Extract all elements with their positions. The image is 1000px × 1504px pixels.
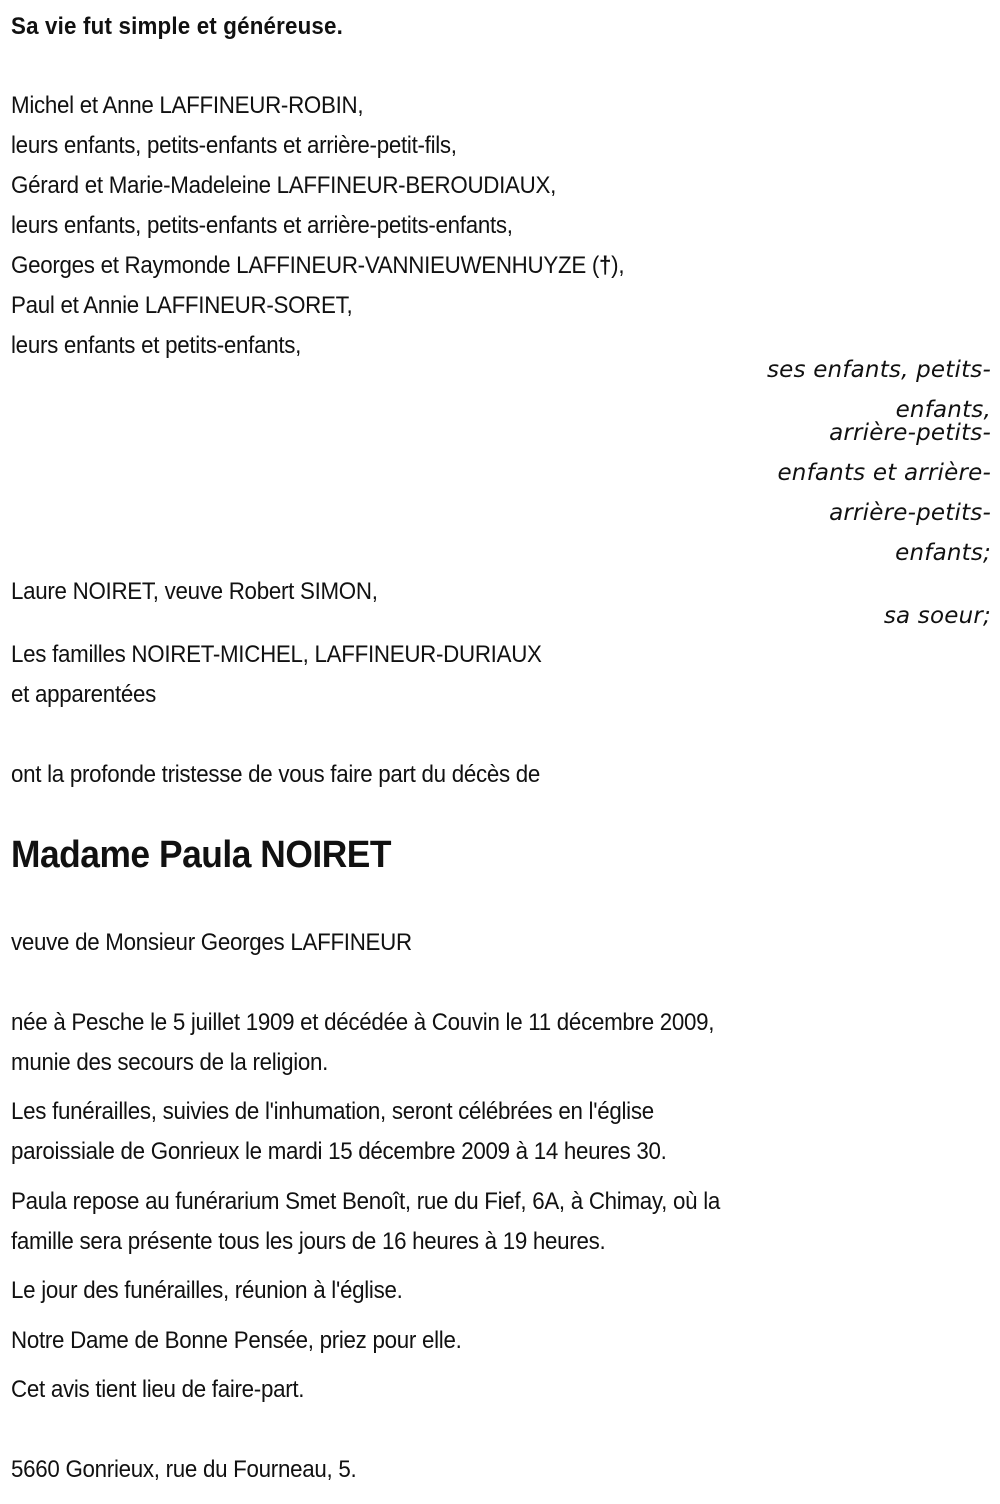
- family-line: Paul et Annie LAFFINEUR-SORET,: [11, 292, 353, 319]
- funeral-line: paroissiale de Gonrieux le mardi 15 décembre 2009 à 14 heures 30.: [11, 1138, 667, 1165]
- family-line-text: Georges et Raymonde LAFFINEUR-VANNIEUWENHUYZE (: [11, 252, 600, 279]
- announcement: ont la profonde tristesse de vous faire part du décès de: [11, 761, 541, 788]
- family-line: leurs enfants, petits-enfants et arrière-petit-fils,: [11, 132, 457, 159]
- role-line: enfants;: [895, 540, 991, 566]
- funeral-line: Les funérailles, suivies de l'inhumation, seront célébrées en l'église: [11, 1098, 654, 1125]
- role-line: ses enfants, petits-: [766, 357, 991, 383]
- visitation-line: famille sera présente tous les jours de 16 heures à 19 heures.: [11, 1228, 606, 1255]
- sister-role: sa soeur;: [883, 603, 991, 629]
- meeting-line: Le jour des funérailles, réunion à l'église.: [11, 1277, 403, 1304]
- address: 5660 Gonrieux, rue du Fourneau, 5.: [11, 1456, 357, 1483]
- birth-death-line: née à Pesche le 5 juillet 1909 et décédée à Couvin le 11 décembre 2009,: [11, 1009, 715, 1036]
- family-line-suffix: ),: [611, 252, 625, 279]
- role-line: enfants et arrière-: [777, 460, 991, 486]
- role-line: arrière-petits-: [829, 500, 991, 526]
- sister-name: Laure NOIRET, veuve Robert SIMON,: [11, 578, 378, 605]
- prayer-line: Notre Dame de Bonne Pensée, priez pour elle.: [11, 1327, 462, 1354]
- cross-icon: †: [599, 252, 612, 279]
- role-line: arrière-petits-: [829, 420, 991, 446]
- deceased-name: Madame Paula NOIRET: [11, 834, 392, 876]
- widow-of: veuve de Monsieur Georges LAFFINEUR: [11, 929, 412, 956]
- notice-line: Cet avis tient lieu de faire-part.: [11, 1376, 305, 1403]
- birth-death-line: munie des secours de la religion.: [11, 1049, 329, 1076]
- family-line: leurs enfants et petits-enfants,: [11, 332, 302, 359]
- families-line: et apparentées: [11, 681, 157, 708]
- family-line: Gérard et Marie-Madeleine LAFFINEUR-BEROUDIAUX,: [11, 172, 557, 199]
- families-line: Les familles NOIRET-MICHEL, LAFFINEUR-DURIAUX: [11, 641, 542, 668]
- family-line: leurs enfants, petits-enfants et arrière-petits-enfants,: [11, 212, 513, 239]
- family-line: Michel et Anne LAFFINEUR-ROBIN,: [11, 92, 364, 119]
- epigraph: Sa vie fut simple et généreuse.: [11, 13, 344, 40]
- family-line: [11, 251, 624, 281]
- visitation-line: Paula repose au funérarium Smet Benoît, rue du Fief, 6A, à Chimay, où la: [11, 1188, 721, 1215]
- role-line: enfants,: [895, 397, 991, 423]
